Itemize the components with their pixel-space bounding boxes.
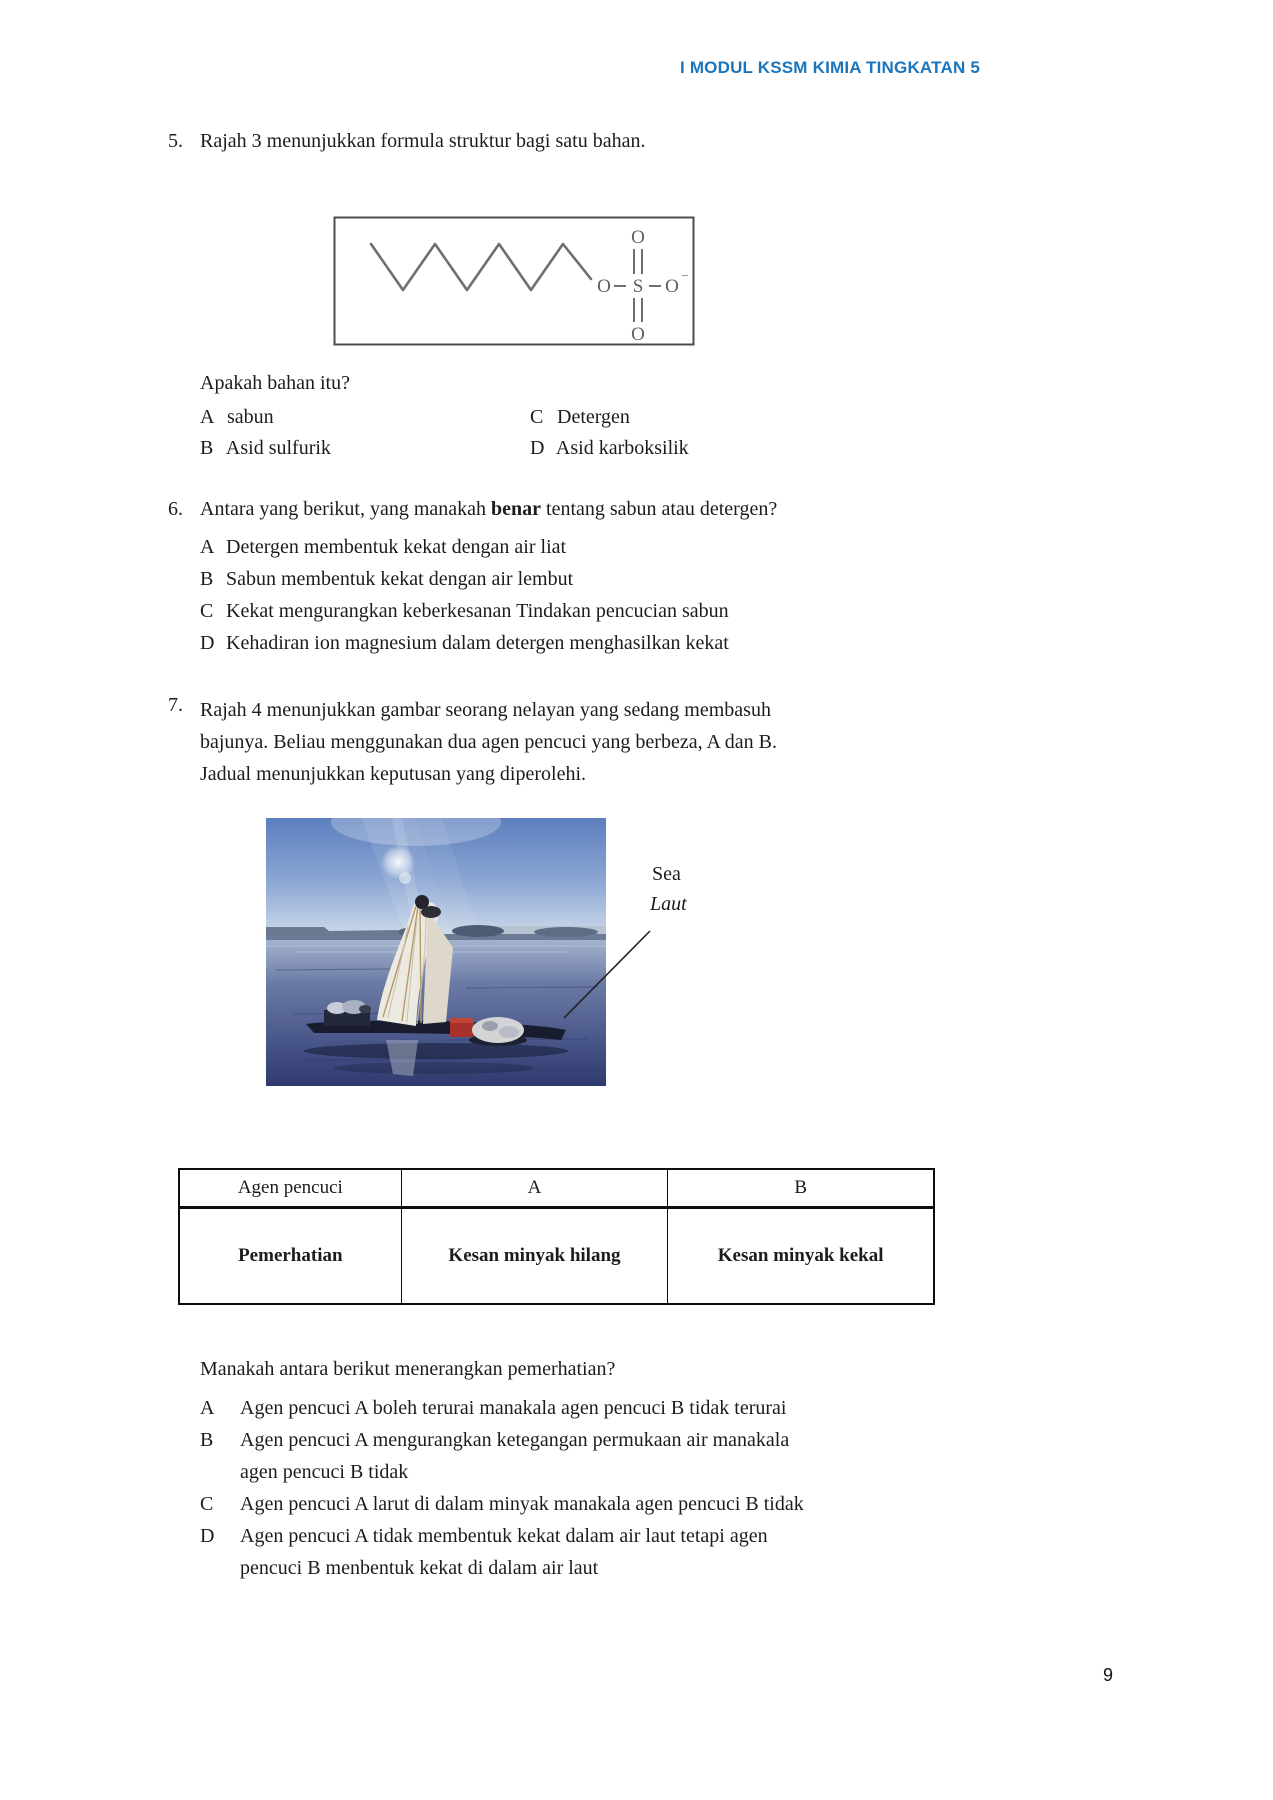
option-7d: [200, 1520, 804, 1584]
question-5-stem: Rajah 3 menunjukkan formula struktur bagi satu bahan.: [200, 130, 646, 152]
question-7-prompt: Manakah antara berikut menerangkan pemerhatian?: [200, 1358, 616, 1380]
option-5a: [200, 406, 530, 437]
boat-reflection-2: [334, 1062, 534, 1074]
option-7c-label: C: [200, 1493, 214, 1515]
option-6a: [200, 531, 729, 563]
option-5b-text: Asid sulfurik: [225, 437, 331, 459]
question-7-number: 7.: [168, 694, 183, 716]
sea-label-ms: Laut: [650, 893, 687, 915]
header-agen-pencuci: Agen pencuci: [179, 1169, 401, 1208]
cell-kesan-a: Kesan minyak hilang: [401, 1208, 668, 1305]
table-header-row: [179, 1169, 934, 1208]
sea-label-en: Sea: [652, 863, 681, 885]
question-6-options: [200, 531, 729, 659]
option-7a-label: A: [200, 1397, 215, 1419]
option-7b-line1: Agen pencuci A mengurangkan ketegangan permukaan air manakala: [240, 1429, 790, 1451]
question-7-stem-line3: Jadual menunjukkan keputusan yang diperolehi.: [200, 763, 587, 785]
option-7b: [200, 1424, 804, 1488]
option-5a-label: A: [200, 406, 215, 428]
question-5-prompt: Apakah bahan itu?: [200, 372, 350, 394]
sea-pointer: [552, 925, 662, 1025]
option-7d-label: D: [200, 1525, 215, 1547]
option-6c: [200, 595, 729, 627]
question-7-stem-line2: bajunya. Beliau menggunakan dua agen pencuci yang berbeza, A dan B.: [200, 731, 778, 753]
option-5c-label: C: [530, 406, 544, 428]
module-header: I MODUL KSSM KIMIA TINGKATAN 5: [679, 58, 980, 77]
option-7d-text: [240, 1520, 768, 1584]
question-5-number: 5.: [168, 130, 183, 152]
cargo-platform: [324, 1000, 371, 1026]
option-7d-line1: Agen pencuci A tidak membentuk kekat dalam air laut tetapi agen: [240, 1525, 768, 1547]
atom-s: S: [632, 276, 644, 297]
option-7a-line1: Agen pencuci A boleh terurai manakala agen pencuci B tidak terurai: [240, 1397, 787, 1419]
observation-table: [178, 1168, 935, 1305]
option-5b: [200, 437, 530, 468]
option-5d-label: D: [530, 437, 545, 459]
red-container: [450, 1018, 474, 1037]
option-5c-text: Detergen: [557, 406, 630, 428]
option-5d-text: Asid karboksilik: [555, 437, 689, 459]
option-7c: [200, 1488, 804, 1520]
table-row: [179, 1208, 934, 1305]
question-5-options: [200, 406, 689, 468]
question-7-stem-line1: Rajah 4 menunjukkan gambar seorang nelayan yang sedang membasuh: [200, 699, 771, 721]
option-7c-text: [240, 1488, 804, 1520]
cell-pemerhatian: Pemerhatian: [179, 1208, 401, 1305]
option-5c: [530, 406, 689, 437]
atom-o-top: O: [631, 227, 645, 248]
header-a: A: [401, 1169, 668, 1208]
option-7b-text: [240, 1424, 789, 1488]
question-7: [168, 694, 777, 790]
question-6-stem-prefix: Antara yang berikut, yang manakah: [200, 498, 492, 520]
page-number: 9: [1103, 1665, 1114, 1685]
option-7d-line2: pencuci B menbentuk kekat di dalam air laut: [240, 1557, 599, 1579]
option-5d: [530, 437, 689, 468]
option-6b-label: B: [200, 568, 214, 590]
option-6d-text: Kehadiran ion magnesium dalam detergen menghasilkan kekat: [226, 632, 729, 654]
option-6a-text: Detergen membentuk kekat dengan air liat: [226, 536, 567, 558]
option-7b-line2: agen pencuci B tidak: [240, 1461, 409, 1483]
option-7a: [200, 1392, 804, 1424]
option-6d: [200, 627, 729, 659]
option-6d-label: D: [200, 632, 215, 654]
option-5b-label: B: [200, 437, 214, 459]
question-6-stem-suffix: tentang sabun atau detergen?: [541, 498, 778, 520]
figure-3-structural-formula: [333, 216, 695, 346]
structural-formula-diagram: [333, 216, 695, 346]
option-7c-line1: Agen pencuci A larut di dalam minyak manakala agen pencuci B tidak: [240, 1493, 804, 1515]
boat-reflection: [304, 1043, 568, 1059]
option-6b-text: Sabun membentuk kekat dengan air lembut: [226, 568, 574, 590]
question-5: [168, 130, 645, 153]
question-6-stem: [200, 498, 777, 521]
lens-flare-spot: [399, 872, 411, 884]
hydrocarbon-zigzag-chain: [371, 244, 591, 290]
cell-kesan-b: Kesan minyak kekal: [668, 1208, 934, 1305]
question-7-stem: [200, 694, 777, 790]
fisherman-shoulder: [421, 906, 441, 918]
sea-pointer-line: [564, 931, 650, 1018]
atom-o-left: O: [597, 276, 611, 297]
atom-o-bottom: O: [631, 324, 645, 345]
option-7b-label: B: [200, 1429, 214, 1451]
option-6c-label: C: [200, 600, 214, 622]
option-5a-text: sabun: [227, 406, 274, 428]
question-6: [168, 498, 777, 521]
negative-charge: −: [681, 268, 689, 283]
lens-flare: [381, 845, 415, 879]
option-6a-label: A: [200, 536, 215, 558]
option-6c-text: Kekat mengurangkan keberkesanan Tindakan pencucian sabun: [226, 600, 729, 622]
atom-o-right: O: [665, 276, 679, 297]
option-7a-text: [240, 1392, 786, 1424]
header-b: B: [668, 1169, 934, 1208]
question-6-stem-bold: benar: [491, 498, 542, 520]
question-7-options: [200, 1392, 804, 1584]
option-6b: [200, 563, 729, 595]
question-6-number: 6.: [168, 498, 183, 520]
